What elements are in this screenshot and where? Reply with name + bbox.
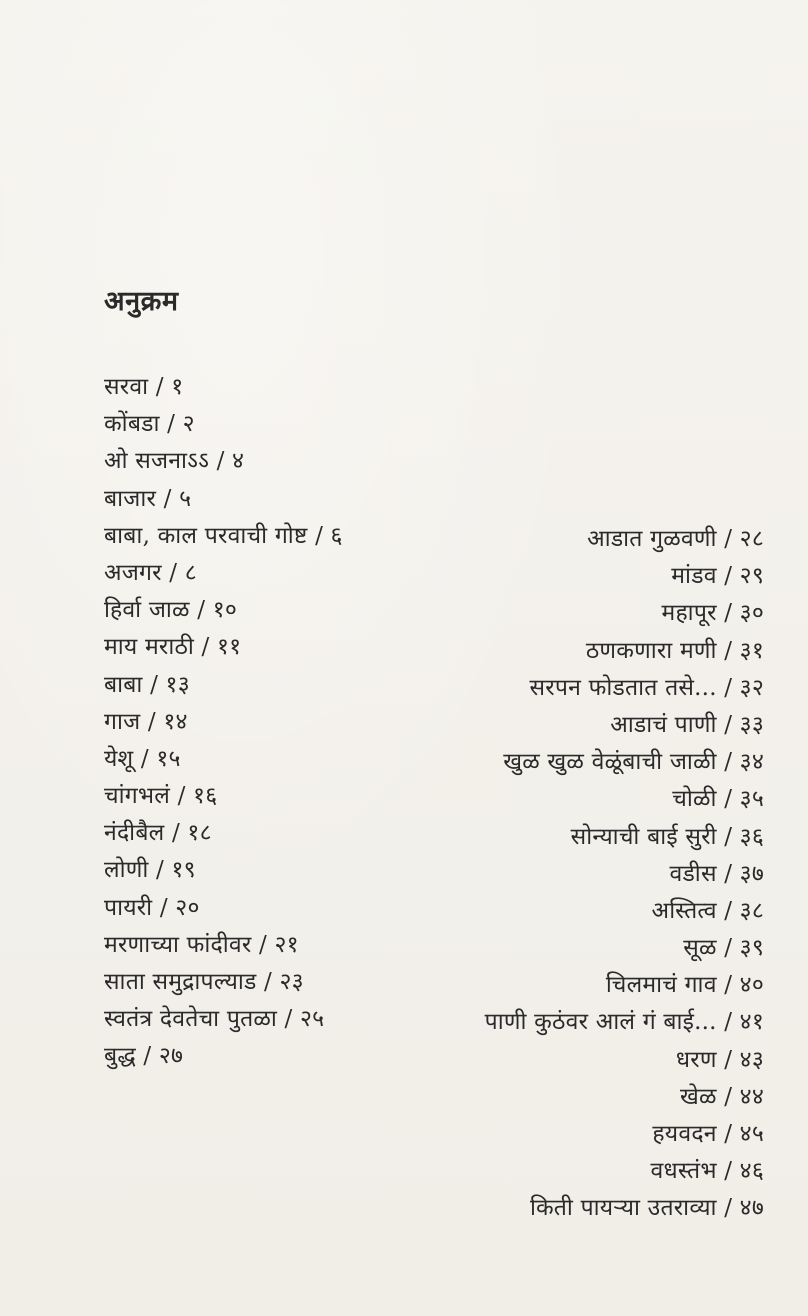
toc-entry: येशू / १५ [104,745,181,772]
toc-entry: हिर्वा जाळ / १० [104,597,238,624]
toc-entry: धरण / ४३ [675,1046,764,1073]
toc-entry: माय मराठी / ११ [104,634,242,661]
toc-entry: ठणकणारा मणी / ३१ [585,637,764,664]
page-title: अनुक्रम [104,286,179,317]
toc-entry: सरवा / १ [104,374,184,400]
toc-entry: बाजार / ५ [104,485,192,512]
toc-entry: चांगभलं / १६ [104,783,218,810]
toc-entry: सोन्याची बाई सुरी / ३६ [570,823,764,850]
toc-entry: पायरी / २० [104,894,200,921]
toc-entry: सूळ / ३९ [683,935,764,962]
toc-entry: बाबा / १३ [104,671,190,698]
toc-entry: वडीस / ३७ [669,860,764,887]
toc-entry: आडाचं पाणी / ३३ [610,711,764,738]
toc-entry: नंदीबैल / १८ [104,820,212,847]
toc-entry: पाणी कुठंवर आलं गं बाई... / ४१ [484,1009,764,1036]
toc-entry: साता समुद्रापल्याड / २३ [104,969,304,995]
toc-entry: मांडव / २९ [671,563,764,590]
toc-entry: किती पायऱ्या उतराव्या / ४७ [529,1195,764,1222]
contents-list-right [344,521,764,1228]
toc-entry: गाज / १४ [104,708,188,735]
toc-entry: चिलमाचं गाव / ४० [605,972,764,999]
toc-entry: महापूर / ३० [661,600,764,627]
toc-entry: लोणी / १९ [104,857,196,884]
toc-entry: सरपन फोडतात तसे... / ३२ [529,674,764,701]
toc-entry: खुळ खुळ वेळूंबाची जाळी / ३४ [503,749,764,776]
toc-entry: अजगर / ८ [104,559,197,586]
toc-entry: बुद्ध / २७ [104,1043,184,1070]
toc-entry: आडात गुळवणी / २८ [587,526,764,552]
toc-entry: चोळी / ३५ [672,786,764,813]
toc-entry: स्वतंत्र देवतेचा पुतळा / २५ [104,1006,325,1033]
toc-entry: मरणाच्या फांदीवर / २१ [104,931,299,958]
toc-entry: बाबा, काल परवाची गोष्ट / ६ [104,522,343,549]
toc-entry: कोंबडा / २ [104,411,195,438]
toc-entry: खेळ / ४४ [680,1083,764,1110]
toc-entry: ओ सजनाऽऽ / ४ [104,448,245,475]
toc-entry: हयवदन / ४५ [652,1121,764,1147]
toc-entry: अस्तित्व / ३८ [651,897,764,924]
toc-entry: वधस्तंभ / ४६ [650,1158,764,1185]
